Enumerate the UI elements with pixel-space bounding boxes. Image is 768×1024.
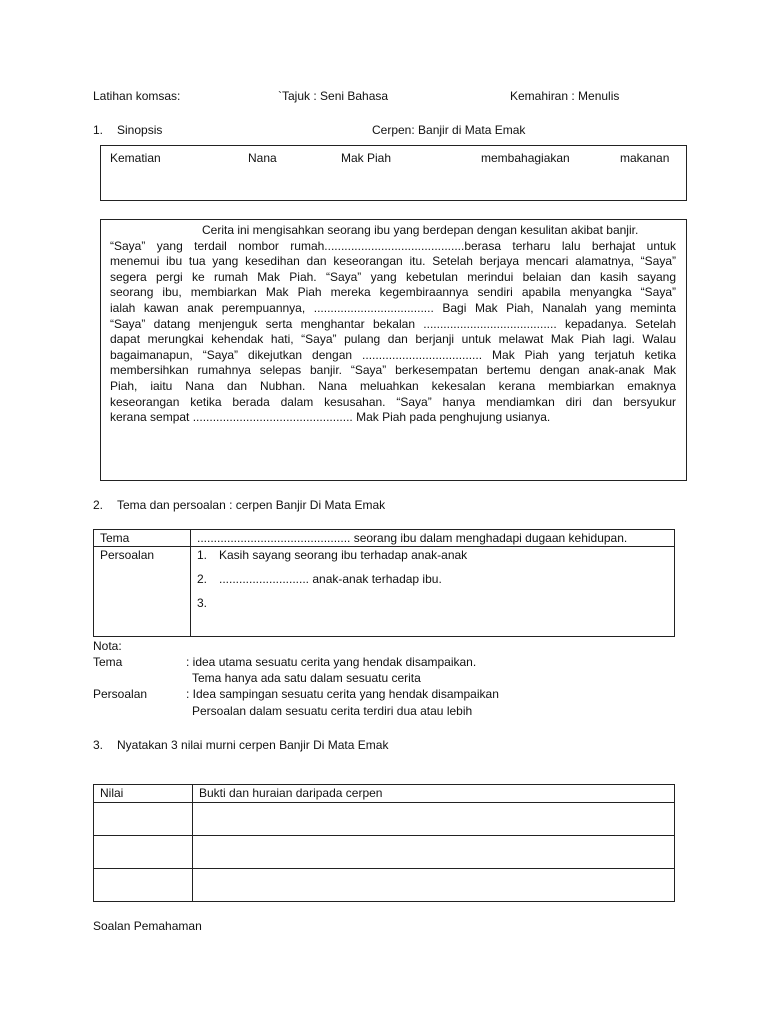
synopsis-line: “Saya” yang terdail nombor rumah..........................................berasa terharu lalu berhajat untuk xyxy=(110,238,676,253)
nilai-table xyxy=(93,784,675,902)
tema-persoalan-table xyxy=(93,529,675,637)
section1-title: Sinopsis xyxy=(117,123,163,137)
persoalan-item: 1. Kasih sayang seorang ibu terhadap anak-anak xyxy=(197,548,468,562)
synopsis-line: keseorangan ketika berada dalam kesusahan. “Saya” hanya mendiamkan diri dan bersyukur xyxy=(110,394,676,409)
persoalan-label-cell: Persoalan xyxy=(94,547,191,637)
persoalan-item: 2. ........................... anak-anak terhadap ibu. xyxy=(197,572,442,586)
nilai-cell[interactable] xyxy=(94,803,193,836)
section2-number: 2. xyxy=(93,498,104,512)
word-bank-box xyxy=(100,145,687,201)
word-bank-item: Mak Piah xyxy=(341,151,392,165)
latihan-label: Latihan komsas: xyxy=(93,89,181,103)
section3-title: Nyatakan 3 nilai murni cerpen Banjir Di Mata Emak xyxy=(117,738,389,752)
word-bank-item: Nana xyxy=(248,151,277,165)
tajuk-label: `Tajuk : Seni Bahasa xyxy=(278,89,389,103)
cerpen-title: Cerpen: Banjir di Mata Emak xyxy=(372,123,526,137)
nota-persoalan-line2: Persoalan dalam sesuatu cerita terdiri dua atau lebih xyxy=(192,704,473,718)
synopsis-line: Cerita ini mengisahkan seorang ibu yang berdepan dengan kesulitan akibat banjir. xyxy=(202,223,639,237)
synopsis-line: membersihkan rumahnya selepas banjir. “Saya” berkesempatan bertemu dengan anak-anak Mak xyxy=(110,363,676,378)
bukti-cell[interactable] xyxy=(193,803,675,836)
soalan-pemahaman-heading: Soalan Pemahaman xyxy=(93,919,202,933)
synopsis-line: ialah kawan anak perempuannya, .................................... Bagi Mak Piah, Nanalah yang meminta xyxy=(110,300,676,315)
synopsis-line: bagaimanapun, “Saya” dikejutkan dengan .................................... Mak Piah yang terjatuh ketika xyxy=(110,347,676,362)
kemahiran-label: Kemahiran : Menulis xyxy=(510,89,620,103)
persoalan-list-cell xyxy=(191,547,675,637)
synopsis-line: Piah, iaitu Nana dan Nubhan. Nana meluahkan kekesalan kerana membiarkan emaknya xyxy=(110,378,676,393)
bukti-cell[interactable] xyxy=(193,869,675,902)
nota-persoalan-line1: : Idea sampingan sesuatu cerita yang hendak disampaikan xyxy=(186,687,499,701)
section2-title: Tema dan persoalan : cerpen Banjir Di Mata Emak xyxy=(117,498,386,512)
nota-tema-line1: : idea utama sesuatu cerita yang hendak disampaikan. xyxy=(186,655,477,669)
synopsis-text xyxy=(110,223,676,426)
word-bank-item: makanan xyxy=(620,151,670,165)
nilai-cell[interactable] xyxy=(94,869,193,902)
word-bank-item: membahagiakan xyxy=(481,151,570,165)
tema-value-cell: .............................................. seorang ibu dalam menghadapi dugaan kehidupan. xyxy=(191,530,675,547)
synopsis-line: dapat merungkai kehendak hati, “Saya” pulang dan berjanji untuk melawat Mak Piah lagi. Walau xyxy=(110,332,676,347)
nilai-header: Nilai xyxy=(94,785,193,803)
word-bank-item: Kematian xyxy=(110,151,161,165)
nota-persoalan-label: Persoalan xyxy=(93,687,148,701)
synopsis-line: kerana sempat ................................................ Mak Piah pada penghujung usianya. xyxy=(110,410,551,425)
section3-number: 3. xyxy=(93,738,104,752)
synopsis-line: seorang ibu, membiarkan Mak Piah mereka kegembiraannya sendiri apabila menyangka “Saya” xyxy=(110,285,676,300)
bukti-cell[interactable] xyxy=(193,836,675,869)
nilai-cell[interactable] xyxy=(94,836,193,869)
nota-title: Nota: xyxy=(93,639,122,653)
synopsis-line: segera pergi ke rumah Mak Piah. “Saya” yang kebetulan merindui belaian dan kasih sayang xyxy=(110,269,676,284)
section1-number: 1. xyxy=(93,123,104,137)
tema-label-cell: Tema xyxy=(94,530,191,547)
synopsis-line: menemui ibu tua yang kesedihan dan keseorangan itu. Setelah berjaya mencari alamatnya, “Saya” xyxy=(110,254,676,269)
synopsis-line: “Saya” datang menjenguk serta menghantar bekalan ........................................ kepadanya. Setelah xyxy=(110,316,676,331)
nota-tema-label: Tema xyxy=(93,655,123,669)
persoalan-item: 3. xyxy=(197,596,208,610)
nota-tema-line2: Tema hanya ada satu dalam sesuatu cerita xyxy=(192,671,421,685)
bukti-header: Bukti dan huraian daripada cerpen xyxy=(193,785,675,803)
